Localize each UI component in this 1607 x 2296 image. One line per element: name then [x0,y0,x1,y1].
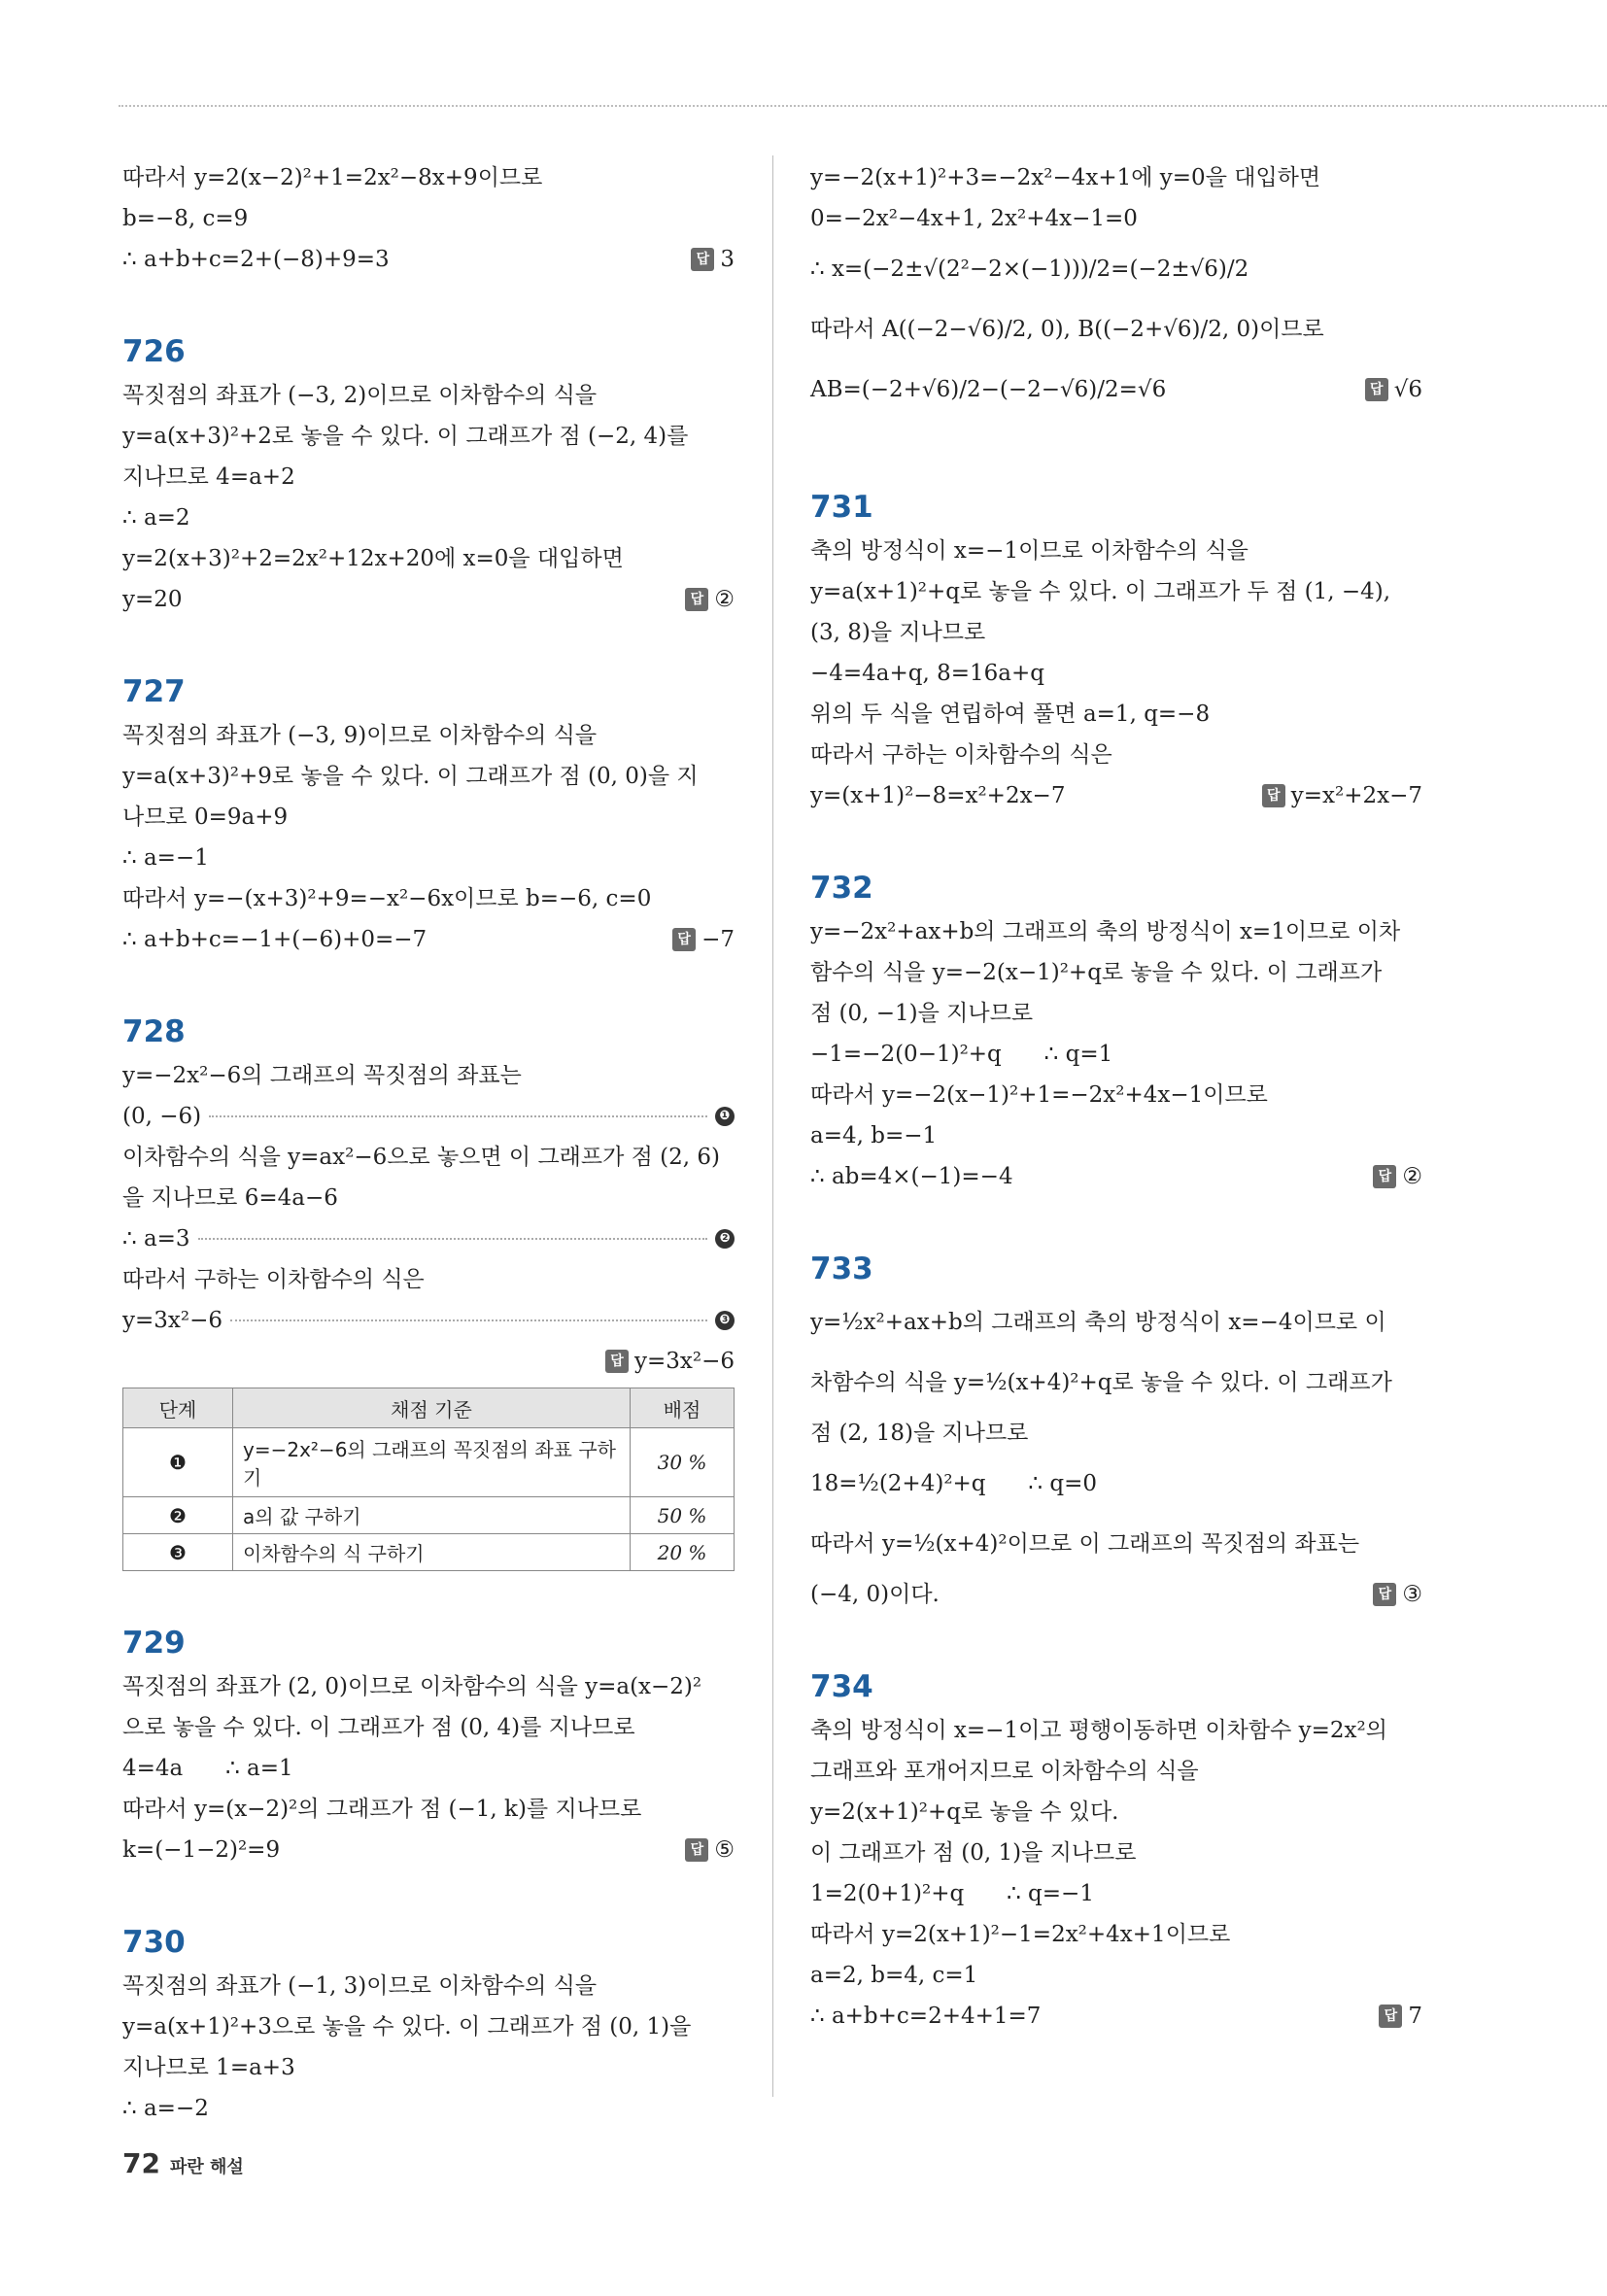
solution-line [810,360,1422,420]
solution-line [810,1156,1422,1197]
solution-line: 0=−2x²−4x+1, 2x²+4x−1=0 [810,206,1138,231]
solution-text: AB=(−2+√6)/2−(−2−√6)/2=√6 [810,377,1167,402]
problem-number: 727 [122,674,186,709]
solution-line: 따라서 구하는 이차함수의 식은 [122,1267,425,1292]
right-column [810,157,1422,2037]
solution-line: 꼭짓점의 좌표가 (−3, 9)이므로 이차함수의 식을 [122,723,598,748]
solution-line: b=−8, c=9 [122,206,249,231]
solution-line: y=−2(x+1)²+3=−2x²−4x+1에 y=0을 대입하면 [810,165,1321,190]
problem-number: 734 [810,1669,873,1704]
solution-line: 점 (2, 18)을 지나므로 [810,1421,1029,1446]
solution-line: −4=4a+q, 8=16a+q [810,661,1045,686]
problem-number: 730 [122,1925,186,1960]
solution-line: 꼭짓점의 좌표가 (−3, 2)이므로 이차함수의 식을 [122,383,598,408]
answer-mark [691,239,735,280]
table-header: 단계 [123,1388,233,1428]
answer-value: y=3x²−6 [634,1349,735,1374]
answer-badge: 답 [1373,1165,1396,1188]
problem-number: 729 [122,1626,186,1661]
problem-number: 732 [810,871,873,906]
solution-text: (0, −6) [122,1104,202,1129]
answer-mark [1379,1996,1422,2037]
solution-line: y=−2x²+ax+b의 그래프의 축의 방정식이 x=1이므로 이차 [810,919,1401,944]
left-column [122,157,735,2129]
answer-value: ② [1402,1164,1422,1189]
table-cell-score: 20 % [631,1534,735,1571]
solution-line: 따라서 y=−2(x−1)²+1=−2x²+4x−1이므로 [810,1082,1268,1108]
solution-line: −1=−2(0−1)²+q ∴ q=1 [810,1042,1113,1067]
solution-line: 4=4a ∴ a=1 [122,1756,293,1781]
solution-line: 나므로 0=9a+9 [122,805,289,830]
solution-line [810,1574,1422,1615]
solution-line: 지나므로 4=a+2 [122,464,295,490]
solution-text: ∴ a+b+c=2+(−8)+9=3 [122,247,390,272]
answer-mark [1373,1574,1422,1615]
answer-value: 7 [1408,2004,1422,2029]
solution-line: 따라서 y=½(x+4)²이므로 이 그래프의 꼭짓점의 좌표는 [810,1531,1360,1557]
answer-mark [1262,775,1422,816]
answer-badge: 답 [685,588,708,611]
page-footer [122,2147,244,2179]
table-cell-criterion: y=−2x²−6의 그래프의 꼭짓점의 좌표 구하기 [233,1428,631,1497]
answer-value: ② [714,587,735,612]
answer-badge: 답 [672,928,696,951]
table-cell-step: ❶ [123,1428,233,1497]
solution-line: 차함수의 식을 y=½(x+4)²+q로 놓을 수 있다. 이 그래프가 [810,1370,1392,1395]
solution-line: 따라서 구하는 이차함수의 식은 [810,742,1112,768]
solution-line: y=−2x²−6의 그래프의 꼭짓점의 좌표는 [122,1063,522,1088]
answer-badge: 답 [1373,1583,1396,1606]
solution-line: y=2(x+1)²+q로 놓을 수 있다. [810,1799,1119,1825]
solution-line [122,1218,735,1259]
problem-number: 733 [810,1251,873,1286]
solution-text: k=(−1−2)²=9 [122,1837,281,1863]
solution-line [122,919,735,960]
solution-line: 1=2(0+1)²+q ∴ q=−1 [810,1881,1094,1906]
solution-line: 이차함수의 식을 y=ax²−6으로 놓으면 이 그래프가 점 (2, 6) [122,1145,721,1170]
step-marker: ❸ [715,1311,735,1330]
answer-value: y=x²+2x−7 [1290,783,1422,808]
solution-text: ∴ a=3 [122,1226,190,1251]
solution-line: 이 그래프가 점 (0, 1)을 지나므로 [810,1840,1137,1866]
solution-line: y=½x²+ax+b의 그래프의 축의 방정식이 x=−4이므로 이 [810,1310,1386,1335]
solution-line: ∴ x=(−2±√(2²−2×(−1)))/2=(−2±√6)/2 [810,257,1249,282]
solution-text: ∴ ab=4×(−1)=−4 [810,1164,1013,1189]
solution-text: y=20 [122,587,183,612]
answer-badge: 답 [605,1350,629,1373]
answer-value: 3 [720,247,735,272]
solution-text: (−4, 0)이다. [810,1582,940,1607]
solution-line: a=4, b=−1 [810,1123,938,1148]
solution-text: y=3x²−6 [122,1308,222,1333]
answer-badge: 답 [1365,378,1388,401]
solution-line: y=a(x+1)²+q로 놓을 수 있다. 이 그래프가 두 점 (1, −4), [810,579,1391,604]
solution-line: 꼭짓점의 좌표가 (−1, 3)이므로 이차함수의 식을 [122,1973,598,1999]
solution-line [122,579,735,620]
answer-mark [605,1341,735,1382]
table-cell-step: ❸ [123,1534,233,1571]
solution-line [122,1341,735,1382]
solution-line: y=2(x+3)²+2=2x²+12x+20에 x=0을 대입하면 [122,546,624,571]
solution-line: 따라서 y=(x−2)²의 그래프가 점 (−1, k)를 지나므로 [122,1797,642,1822]
scoring-table [122,1388,735,1571]
table-cell-score: 50 % [631,1497,735,1534]
answer-mark [1365,360,1422,420]
solution-line: 위의 두 식을 연립하여 풀면 a=1, q=−8 [810,702,1211,727]
step-marker: ❶ [715,1107,735,1126]
answer-mark [672,919,735,960]
solution-line: ∴ a=2 [122,505,190,531]
answer-value: ⑤ [714,1837,735,1863]
column-divider [772,155,773,2097]
solution-line [810,775,1422,816]
answer-badge: 답 [685,1838,708,1862]
solution-line: y=a(x+3)²+2로 놓을 수 있다. 이 그래프가 점 (−2, 4)를 [122,424,689,449]
table-cell-score: 30 % [631,1428,735,1497]
solution-line: a=2, b=4, c=1 [810,1963,978,1988]
solution-text: ∴ a+b+c=2+4+1=7 [810,2004,1042,2029]
answer-mark [685,579,735,620]
dotted-leader [209,1115,707,1117]
answer-value: √6 [1393,377,1422,402]
answer-badge: 답 [1262,784,1285,807]
solution-line: (3, 8)을 지나므로 [810,620,986,645]
answer-value: ③ [1402,1582,1422,1607]
step-marker: ❷ [715,1229,735,1249]
solution-line: 점 (0, −1)을 지나므로 [810,1001,1034,1026]
solution-line: 지나므로 1=a+3 [122,2055,295,2080]
solution-line: 따라서 y=2(x+1)²−1=2x²+4x+1이므로 [810,1922,1231,1947]
solution-line: y=a(x+3)²+9로 놓을 수 있다. 이 그래프가 점 (0, 0)을 지 [122,764,699,789]
solution-line: y=a(x+1)²+3으로 놓을 수 있다. 이 그래프가 점 (0, 1)을 [122,2014,692,2039]
solution-line: 그래프와 포개어지므로 이차함수의 식을 [810,1759,1199,1784]
dotted-leader [230,1319,707,1321]
solution-line: ∴ a=−1 [122,845,209,871]
solution-line: 따라서 y=2(x−2)²+1=2x²−8x+9이므로 [122,165,543,190]
problem-number: 726 [122,334,186,369]
table-cell-step: ❷ [123,1497,233,1534]
solution-line: 축의 방정식이 x=−1이고 평행이동하면 이차함수 y=2x²의 [810,1718,1387,1743]
table-row [123,1497,735,1534]
page-label: 파란 해설 [169,2157,244,2177]
solution-line [810,1996,1422,2037]
answer-mark [685,1830,735,1870]
solution-text: y=(x+1)²−8=x²+2x−7 [810,783,1066,808]
answer-value: −7 [701,927,735,952]
answer-badge: 답 [1379,2005,1402,2028]
table-row [123,1534,735,1571]
solution-line [122,1096,735,1137]
problem-number: 728 [122,1014,186,1049]
solution-line: 으로 놓을 수 있다. 이 그래프가 점 (0, 4)를 지나므로 [122,1715,635,1740]
page-number: 72 [122,2147,160,2179]
solution-line: 따라서 y=−(x+3)²+9=−x²−6x이므로 b=−6, c=0 [122,886,652,911]
dotted-leader [198,1238,707,1240]
answer-badge: 답 [691,248,714,271]
table-header: 배점 [631,1388,735,1428]
problem-number: 731 [810,490,873,525]
table-cell-criterion: 이차함수의 식 구하기 [233,1534,631,1571]
solution-line: 꼭짓점의 좌표가 (2, 0)이므로 이차함수의 식을 y=a(x−2)² [122,1674,702,1699]
table-row [123,1428,735,1497]
table-header: 채점 기준 [233,1388,631,1428]
solution-line: 축의 방정식이 x=−1이므로 이차함수의 식을 [810,538,1248,564]
solution-line [122,1830,735,1870]
solution-line [122,1300,735,1341]
top-dotted-rule [119,105,1607,107]
solution-line: 을 지나므로 6=4a−6 [122,1185,338,1211]
solution-line: 따라서 A((−2−√6)/2, 0), B((−2+√6)/2, 0)이므로 [810,317,1324,342]
answer-mark [1373,1156,1422,1197]
solution-line [122,239,735,280]
solution-text: ∴ a+b+c=−1+(−6)+0=−7 [122,927,427,952]
solution-line: 함수의 식을 y=−2(x−1)²+q로 놓을 수 있다. 이 그래프가 [810,960,1383,985]
solution-line: ∴ a=−2 [122,2096,209,2121]
table-cell-criterion: a의 값 구하기 [233,1497,631,1534]
solution-line: 18=½(2+4)²+q ∴ q=0 [810,1471,1097,1496]
